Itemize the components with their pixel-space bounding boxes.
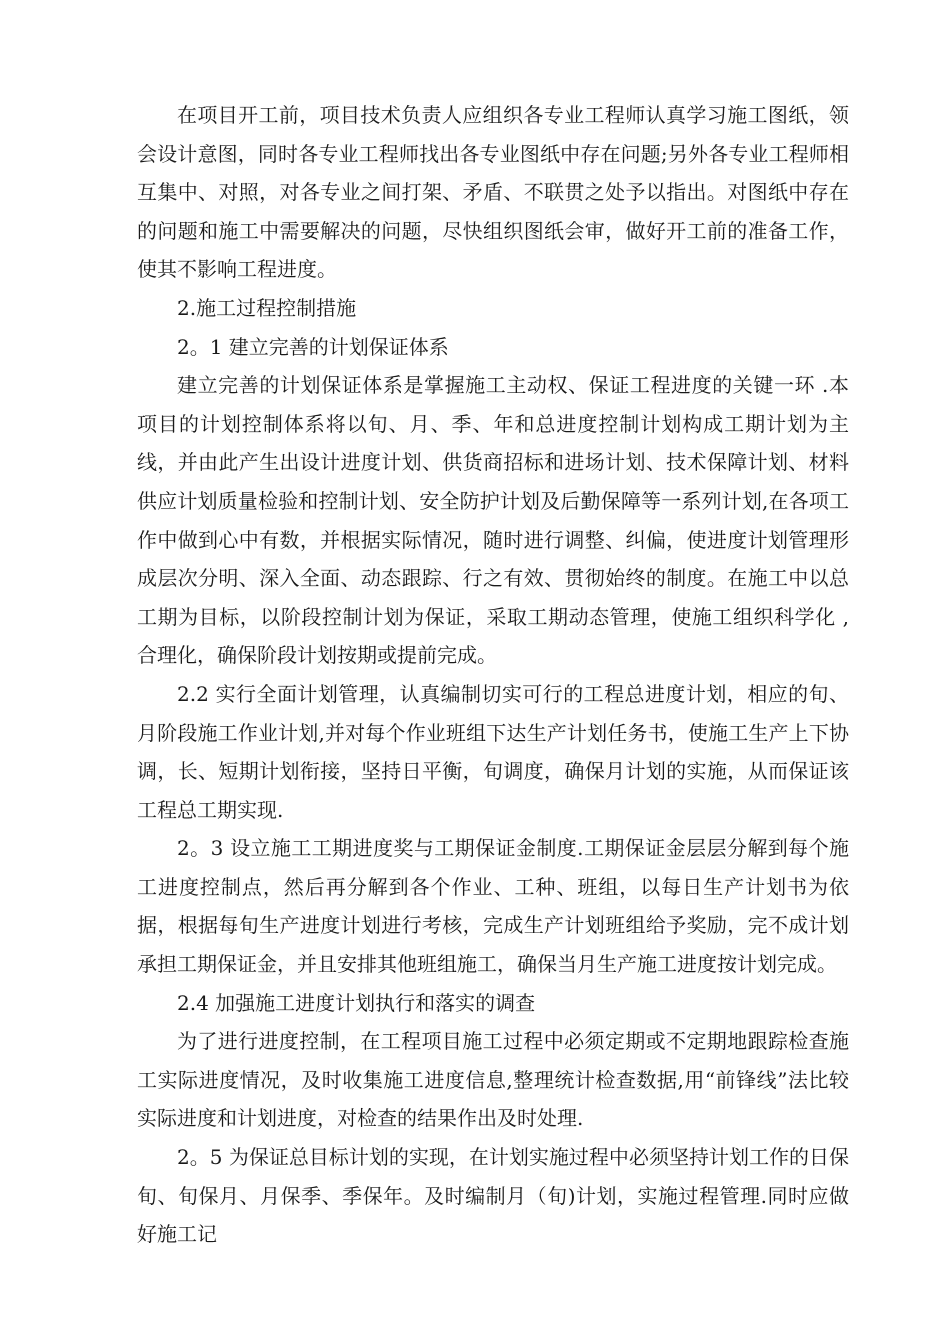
paragraph-2-2-full-plan-management: 2.2 实行全面计划管理，认真编制切实可行的工程总进度计划，相应的旬、月阶段施工作业计划,并对每个作业班组下达生产计划任务书，使施工生产上下协调，长、短期计划衔接，坚持日平衡，旬调度，确保月计划的实施，从而保证该工程总工期实现. [137,681,849,822]
subsection-heading-2-1: 2。1 建立完善的计划保证体系 [177,334,449,359]
paragraph-2-3-schedule-bonus: 2。3 设立施工工期进度奖与工期保证金制度.工期保证金层层分解到每个施工进度控制点，然后再分解到各个作业、工种、班组，以每日生产计划书为依据，根据每旬生产进度计划进行考核，完成生产计划班组给予奖励，完不成计划承担工期保证金，并且安排其他班组施工，确保当月生产施工进度按计划完成。 [137,836,849,977]
paragraph-progress-tracking: 为了进行进度控制，在工程项目施工过程中必须定期或不定期地跟踪检查施工实际进度情况，及时收集施工进度信息,整理统计检查数据,用“前锋线”法比较实际进度和计划进度，对检查的结果作出及时处理. [137,1029,849,1131]
paragraph-2-5-target-plan: 2。5 为保证总目标计划的实现，在计划实施过程中必须坚持计划工作的日保旬、旬保月、月保季、季保年。及时编制月（旬)计划，实施过程管理.同时应做好施工记 [137,1145,849,1247]
document-body [137,96,849,1254]
subsection-heading-2-4: 2.4 加强施工进度计划执行和落实的调查 [177,990,536,1015]
paragraph-plan-guarantee-system: 建立完善的计划保证体系是掌握施工主动权、保证工程进度的关键一环 .本项目的计划控制体系将以旬、月、季、年和总进度控制计划构成工期计划为主线，并由此产生出设计进度计划、供货商招标和进场计划、技术保障计划、材料供应计划质量检验和控制计划、安全防护计划及后勤保障等一系列计划,在各项工作中做到心中有数，并根据实际情况，随时进行调整、纠偏，使进度计划管理形成层次分明、深入全面、动态跟踪、行之有效、贯彻始终的制度。在施工中以总工期为目标，以阶段控制计划为保证，采取工期动态管理，使施工组织科学化 ,合理化，确保阶段计划按期或提前完成。 [137,373,849,668]
section-heading-construction-control: 2.施工过程控制措施 [177,295,357,320]
paragraph-drawing-review: 在项目开工前，项目技术负责人应组织各专业工程师认真学习施工图纸，领会设计意图，同时各专业工程师找出各专业图纸中存在问题;另外各专业工程师相互集中、对照，对各专业之间打架、矛盾、不联贯之处予以指出。对图纸中存在的问题和施工中需要解决的问题，尽快组织图纸会审，做好开工前的准备工作，使其不影响工程进度。 [137,103,849,282]
